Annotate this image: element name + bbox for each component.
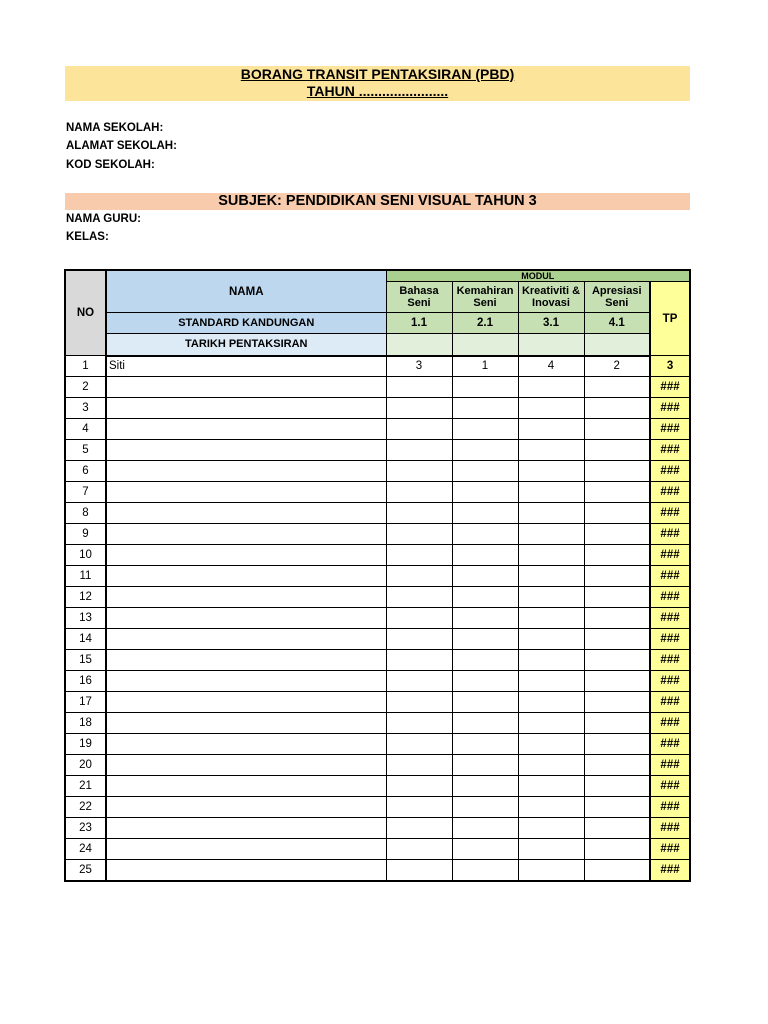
- date-input[interactable]: [386, 334, 452, 356]
- score-cell[interactable]: [386, 671, 452, 692]
- score-cell[interactable]: [386, 419, 452, 440]
- row-number: 11: [65, 566, 106, 587]
- score-cell[interactable]: [584, 860, 650, 881]
- tp-cell: ###: [650, 524, 690, 545]
- table-row: [65, 839, 690, 860]
- row-number: 24: [65, 839, 106, 860]
- subject-title: SUBJEK: PENDIDIKAN SENI VISUAL TAHUN 3: [65, 193, 690, 210]
- table-row: [65, 608, 690, 629]
- score-cell[interactable]: [584, 650, 650, 671]
- score-cell[interactable]: [518, 671, 584, 692]
- score-cell[interactable]: 3: [386, 356, 452, 377]
- row-number: 14: [65, 629, 106, 650]
- row-number: 2: [65, 377, 106, 398]
- score-cell[interactable]: [584, 671, 650, 692]
- tp-cell: ###: [650, 713, 690, 734]
- score-cell[interactable]: [584, 818, 650, 839]
- score-cell[interactable]: [452, 503, 518, 524]
- score-cell[interactable]: [584, 503, 650, 524]
- row-number: 3: [65, 398, 106, 419]
- teacher-name-label: NAMA GURU:: [66, 213, 141, 225]
- score-cell[interactable]: [518, 692, 584, 713]
- score-cell[interactable]: [386, 461, 452, 482]
- row-number: 22: [65, 797, 106, 818]
- score-cell[interactable]: [452, 776, 518, 797]
- row-number: 9: [65, 524, 106, 545]
- score-cell[interactable]: [518, 440, 584, 461]
- tp-cell: 3: [650, 356, 690, 377]
- tp-cell: ###: [650, 608, 690, 629]
- student-name-cell[interactable]: [106, 671, 386, 692]
- score-cell[interactable]: [452, 440, 518, 461]
- row-number: 7: [65, 482, 106, 503]
- score-cell[interactable]: [452, 461, 518, 482]
- row-number: 6: [65, 461, 106, 482]
- student-name-cell[interactable]: [106, 608, 386, 629]
- score-cell[interactable]: [584, 566, 650, 587]
- score-cell[interactable]: [518, 629, 584, 650]
- table-row: [65, 650, 690, 671]
- score-cell[interactable]: [386, 587, 452, 608]
- student-name-cell[interactable]: [106, 734, 386, 755]
- score-cell[interactable]: [452, 524, 518, 545]
- score-cell[interactable]: [386, 440, 452, 461]
- table-row: [65, 629, 690, 650]
- tp-cell: ###: [650, 461, 690, 482]
- score-cell[interactable]: [518, 650, 584, 671]
- score-cell[interactable]: [584, 545, 650, 566]
- score-cell[interactable]: [518, 734, 584, 755]
- score-cell[interactable]: [518, 566, 584, 587]
- score-cell[interactable]: [386, 755, 452, 776]
- student-name-cell[interactable]: [106, 461, 386, 482]
- score-cell[interactable]: [584, 461, 650, 482]
- student-rows: [65, 356, 690, 881]
- table-row: [65, 398, 690, 419]
- row-number: 21: [65, 776, 106, 797]
- row-number: 1: [65, 356, 106, 377]
- score-cell[interactable]: [452, 482, 518, 503]
- score-cell[interactable]: [518, 545, 584, 566]
- table-row: [65, 566, 690, 587]
- score-cell[interactable]: [584, 755, 650, 776]
- class-label: KELAS:: [66, 231, 109, 243]
- row-number: 8: [65, 503, 106, 524]
- score-cell[interactable]: [386, 566, 452, 587]
- student-name-cell[interactable]: Siti: [106, 356, 386, 377]
- student-name-cell[interactable]: [106, 713, 386, 734]
- tp-cell: ###: [650, 671, 690, 692]
- table-row: [65, 440, 690, 461]
- tp-cell: ###: [650, 755, 690, 776]
- score-cell[interactable]: [518, 377, 584, 398]
- row-number: 16: [65, 671, 106, 692]
- table-row: [65, 545, 690, 566]
- table-row: [65, 419, 690, 440]
- score-cell[interactable]: [584, 377, 650, 398]
- score-cell[interactable]: [584, 587, 650, 608]
- score-cell[interactable]: 1: [452, 356, 518, 377]
- score-cell[interactable]: [584, 482, 650, 503]
- score-cell[interactable]: [452, 797, 518, 818]
- student-name-cell[interactable]: [106, 440, 386, 461]
- student-name-cell[interactable]: [106, 545, 386, 566]
- score-cell[interactable]: [386, 860, 452, 881]
- tp-cell: ###: [650, 776, 690, 797]
- component-header: Apresiasi Seni: [584, 282, 650, 313]
- row-number: 23: [65, 818, 106, 839]
- score-cell[interactable]: [452, 692, 518, 713]
- student-name-cell[interactable]: [106, 482, 386, 503]
- title-band: [65, 66, 690, 101]
- score-cell[interactable]: [452, 671, 518, 692]
- score-cell[interactable]: [386, 398, 452, 419]
- row-number: 5: [65, 440, 106, 461]
- score-cell[interactable]: [584, 419, 650, 440]
- row-number: 10: [65, 545, 106, 566]
- date-input[interactable]: [584, 334, 650, 356]
- student-name-cell[interactable]: [106, 755, 386, 776]
- table-row: [65, 797, 690, 818]
- score-cell[interactable]: [518, 503, 584, 524]
- form-year: TAHUN .......................: [306, 83, 449, 99]
- score-cell[interactable]: [584, 713, 650, 734]
- student-name-cell[interactable]: [106, 650, 386, 671]
- row-number: 20: [65, 755, 106, 776]
- score-cell[interactable]: [518, 398, 584, 419]
- score-cell[interactable]: [452, 587, 518, 608]
- score-cell[interactable]: [584, 692, 650, 713]
- standard-value: 2.1: [452, 313, 518, 334]
- tp-cell: ###: [650, 419, 690, 440]
- score-cell[interactable]: [584, 839, 650, 860]
- score-cell[interactable]: [452, 839, 518, 860]
- standard-value: 4.1: [584, 313, 650, 334]
- score-cell[interactable]: 4: [518, 356, 584, 377]
- table-row: [65, 692, 690, 713]
- score-cell[interactable]: [386, 482, 452, 503]
- score-cell[interactable]: [452, 608, 518, 629]
- score-cell[interactable]: [452, 755, 518, 776]
- score-cell[interactable]: [518, 587, 584, 608]
- row-number: 15: [65, 650, 106, 671]
- score-cell[interactable]: [518, 524, 584, 545]
- tp-cell: ###: [650, 797, 690, 818]
- score-cell[interactable]: [584, 797, 650, 818]
- score-cell[interactable]: [386, 797, 452, 818]
- tp-header: TP: [650, 282, 690, 356]
- score-cell[interactable]: [386, 377, 452, 398]
- score-cell[interactable]: [584, 734, 650, 755]
- table-row: [65, 776, 690, 797]
- table-row: [65, 461, 690, 482]
- date-input[interactable]: [518, 334, 584, 356]
- score-cell[interactable]: [518, 755, 584, 776]
- standard-kandungan-label: STANDARD KANDUNGAN: [106, 313, 386, 334]
- score-cell[interactable]: [518, 713, 584, 734]
- score-cell[interactable]: [518, 419, 584, 440]
- tp-cell: ###: [650, 650, 690, 671]
- row-number: 13: [65, 608, 106, 629]
- table-row: [65, 818, 690, 839]
- table-row: [65, 377, 690, 398]
- student-name-cell[interactable]: [106, 566, 386, 587]
- score-cell[interactable]: [452, 629, 518, 650]
- score-cell[interactable]: [584, 524, 650, 545]
- score-cell[interactable]: [584, 608, 650, 629]
- nama-header: NAMA: [106, 270, 386, 313]
- student-name-cell[interactable]: [106, 629, 386, 650]
- score-cell[interactable]: [518, 461, 584, 482]
- score-cell[interactable]: [386, 776, 452, 797]
- student-name-cell[interactable]: [106, 587, 386, 608]
- table-row: [65, 482, 690, 503]
- score-cell[interactable]: [452, 734, 518, 755]
- score-cell[interactable]: [452, 377, 518, 398]
- tp-cell: ###: [650, 839, 690, 860]
- form-title: BORANG TRANSIT PENTAKSIRAN (PBD): [240, 66, 515, 82]
- table-row: [65, 503, 690, 524]
- score-cell[interactable]: [452, 398, 518, 419]
- table-row: [65, 860, 690, 881]
- score-cell[interactable]: [452, 818, 518, 839]
- score-cell[interactable]: [452, 860, 518, 881]
- student-name-cell[interactable]: [106, 503, 386, 524]
- school-address-label: ALAMAT SEKOLAH:: [66, 140, 177, 152]
- component-header: Bahasa Seni: [386, 282, 452, 313]
- student-name-cell[interactable]: [106, 818, 386, 839]
- row-number: 12: [65, 587, 106, 608]
- score-cell[interactable]: [386, 692, 452, 713]
- score-cell[interactable]: [452, 419, 518, 440]
- score-cell[interactable]: [584, 776, 650, 797]
- student-name-cell[interactable]: [106, 524, 386, 545]
- tp-cell: ###: [650, 398, 690, 419]
- score-cell[interactable]: 2: [584, 356, 650, 377]
- score-cell[interactable]: [518, 797, 584, 818]
- tp-cell: ###: [650, 629, 690, 650]
- tarikh-pentaksiran-label: TARIKH PENTAKSIRAN: [106, 334, 386, 356]
- score-cell[interactable]: [452, 650, 518, 671]
- score-cell[interactable]: [386, 818, 452, 839]
- student-name-cell[interactable]: [106, 419, 386, 440]
- row-number: 25: [65, 860, 106, 881]
- student-name-cell[interactable]: [106, 692, 386, 713]
- table-row: [65, 587, 690, 608]
- tp-cell: ###: [650, 818, 690, 839]
- standard-value: 3.1: [518, 313, 584, 334]
- score-cell[interactable]: [584, 440, 650, 461]
- assessment-table: [64, 269, 691, 882]
- school-code-label: KOD SEKOLAH:: [66, 159, 155, 171]
- tp-cell: ###: [650, 692, 690, 713]
- score-cell[interactable]: [452, 713, 518, 734]
- score-cell[interactable]: [584, 398, 650, 419]
- row-number: 17: [65, 692, 106, 713]
- tp-cell: ###: [650, 860, 690, 881]
- score-cell[interactable]: [386, 608, 452, 629]
- score-cell[interactable]: [386, 629, 452, 650]
- score-cell[interactable]: [518, 860, 584, 881]
- score-cell[interactable]: [518, 818, 584, 839]
- row-number: 19: [65, 734, 106, 755]
- row-number: 18: [65, 713, 106, 734]
- modul-header: MODUL: [386, 270, 690, 282]
- table-row: [65, 524, 690, 545]
- student-name-cell[interactable]: [106, 776, 386, 797]
- student-name-cell[interactable]: [106, 860, 386, 881]
- score-cell[interactable]: [584, 629, 650, 650]
- tp-cell: ###: [650, 587, 690, 608]
- score-cell[interactable]: [386, 545, 452, 566]
- table-row: [65, 734, 690, 755]
- student-name-cell[interactable]: [106, 398, 386, 419]
- tp-cell: ###: [650, 503, 690, 524]
- table-row: [65, 671, 690, 692]
- table-row: [65, 713, 690, 734]
- table-row: [65, 356, 690, 377]
- score-cell[interactable]: [386, 650, 452, 671]
- student-name-cell[interactable]: [106, 839, 386, 860]
- tp-cell: ###: [650, 440, 690, 461]
- score-cell[interactable]: [386, 734, 452, 755]
- standard-value: 1.1: [386, 313, 452, 334]
- score-cell[interactable]: [518, 839, 584, 860]
- tp-cell: ###: [650, 734, 690, 755]
- score-cell[interactable]: [386, 524, 452, 545]
- date-input[interactable]: [452, 334, 518, 356]
- student-name-cell[interactable]: [106, 377, 386, 398]
- score-cell[interactable]: [518, 608, 584, 629]
- table-row: [65, 755, 690, 776]
- school-name-label: NAMA SEKOLAH:: [66, 122, 164, 134]
- student-name-cell[interactable]: [106, 797, 386, 818]
- score-cell[interactable]: [452, 566, 518, 587]
- score-cell[interactable]: [386, 839, 452, 860]
- score-cell[interactable]: [386, 503, 452, 524]
- score-cell[interactable]: [386, 713, 452, 734]
- score-cell[interactable]: [518, 776, 584, 797]
- score-cell[interactable]: [452, 545, 518, 566]
- tp-cell: ###: [650, 566, 690, 587]
- tp-cell: ###: [650, 545, 690, 566]
- component-header: Kreativiti & Inovasi: [518, 282, 584, 313]
- row-number: 4: [65, 419, 106, 440]
- component-header: Kemahiran Seni: [452, 282, 518, 313]
- no-header: NO: [65, 270, 106, 356]
- tp-cell: ###: [650, 482, 690, 503]
- score-cell[interactable]: [518, 482, 584, 503]
- tp-cell: ###: [650, 377, 690, 398]
